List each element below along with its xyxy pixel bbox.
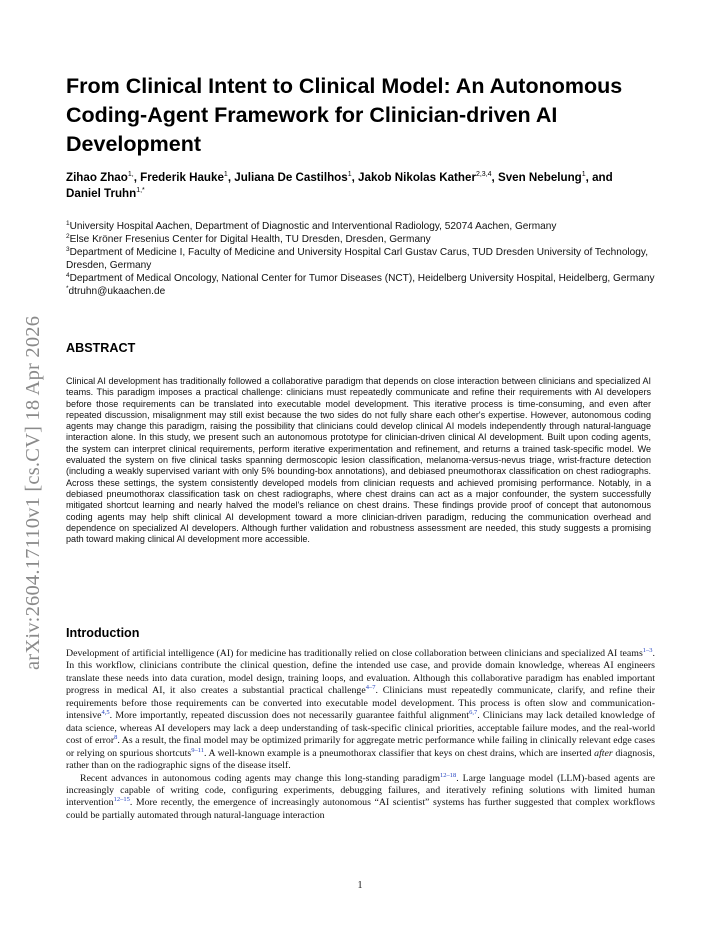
paper-title: From Clinical Intent to Clinical Model: An Autonomous Coding-Agent Framework for Clinician-driven AI Development [66, 74, 623, 156]
author-separator: , [227, 171, 235, 184]
citation-link[interactable]: 4–7 [365, 684, 376, 692]
author-affiliation-marker: 1, [127, 171, 134, 178]
emphasized-text: after [594, 747, 613, 759]
author-separator: , [491, 171, 498, 184]
affiliation-marker: 3 [66, 245, 70, 253]
affiliation-line [66, 247, 662, 273]
affiliation-line [66, 273, 662, 286]
paragraph-text: . As a result, the final model may be optimized primarily for aggregate metric performance while failing in clinically relevant edge cases or relying on spurious shortcuts [66, 735, 656, 759]
author-name: Zihao Zhao [66, 171, 128, 184]
paragraph-text: diagnosis, rather than on the radiographic signs of the disease itself. [66, 747, 655, 772]
paragraph-text: Recent advances in autonomous coding agents may change this long-standing paradigm [80, 772, 441, 784]
citation-link[interactable]: 6,7 [469, 709, 478, 717]
introduction-paragraph [66, 648, 655, 773]
citation-link[interactable]: 4,5 [101, 709, 110, 717]
affiliation-marker: 2 [66, 232, 70, 240]
affiliation-marker: 4 [66, 271, 70, 279]
abstract-text: Clinical AI development has traditionally followed a collaborative paradigm that depends on close interaction between clinicians and specialized AI teams. This paradigm imposes a practical challenge: clinicians must repeatedly communicate and refine their requirements with AI developers before those requirements can be translated into executable model development. This iterative process is time-consuming, and even after repeated discussion, misalignment may still exist because the two sides do not fully share each other's expertise. However, autonomous coding agents may change this paradigm, raising the possibility that clinicians could develop clinical AI models independently through natural-language interaction alone. In this study, we present such an autonomous prototype for clinician-driven clinical AI development. Built upon coding agents, the system can interpret clinical requirements, perform iterative experimentation and refinement, and returns a trained task-specific model. We evaluated the system on five clinical tasks spanning dermoscopic lesion classification, melanoma-versus-nevus triage, wrist-fracture detection (including a weakly supervised variant with only 5% bounding-box annotations), and debiased pneumothorax classification on chest radiographs. Across these settings, the system consistently developed models from clinician requests and achieved promising performance. Notably, in a debiased pneumothorax classification task on chest radiographs, where chest drains can act as a major confounder, the system successfully mitigated shortcut learning and nearly halved the model's reliance on chest drains. These findings provide proof of concept that autonomous coding agents may help shift clinical AI development toward a more clinician-driven paradigm, reducing the communication overhead and dependence on specialized AI developers. Although further validation and robustness assessment are needed, this study suggests a promising path toward making clinical AI development more accessible. [66, 376, 651, 545]
introduction-heading: Introduction [66, 626, 140, 640]
affiliation-line [66, 234, 662, 247]
author-affiliation-marker: 2,3,4 [475, 171, 492, 178]
arxiv-identifier-stamp: arXiv:2604.17110v1 [cs.CV] 18 Apr 2026 [22, 315, 44, 670]
paragraph-text: . A well-known example is a pneumothorax classifier that keys on chest drains, which are inserted [203, 747, 595, 759]
author-name: Sven Nebelung [498, 171, 582, 184]
author-separator: , [133, 171, 141, 184]
citation-link[interactable]: 8 [114, 734, 118, 742]
affiliation-text: dtruhn@ukaachen.de [68, 285, 166, 297]
affiliation-text: University Hospital Aachen, Department of Diagnostic and Interventional Radiology, 52074 Aachen, Germany [69, 221, 557, 232]
affiliation-list [66, 221, 662, 298]
affiliation-line [66, 286, 662, 299]
author-list [66, 170, 646, 201]
paragraph-text: . In this workflow, clinicians contribute the clinical question, define the intended use case, and provide domain knowledge, whereas AI engineers translate these needs into data curation, model design, training loops, and evaluation. Although this collaborative paradigm has enabled important progress in medical AI, it also creates a substantial practical challenge [66, 648, 655, 697]
citation-link[interactable]: 9–11 [191, 746, 204, 754]
author-name: Jakob Nikolas Kather [358, 171, 476, 184]
affiliation-marker: 1 [66, 220, 70, 227]
author-separator: , and [585, 171, 613, 184]
paragraph-text: . Large language model (LLM)-based agents are increasingly capable of writing code, configuring experiments, debugging failures, and iteratively refining solutions with limited human intervention [66, 772, 655, 809]
author-affiliation-marker: 1 [223, 171, 228, 178]
author-affiliation-marker: 1,* [136, 186, 145, 194]
paragraph-text: . More importantly, repeated discussion does not necessarily guarantee faithful alignment [109, 710, 470, 722]
page-number: 1 [357, 880, 363, 891]
affiliation-text: Department of Medical Oncology, National Center for Tumor Diseases (NCT), Heidelberg University Hospital, Heidelberg, Germany [69, 272, 655, 284]
paragraph-text: Development of artificial intelligence (AI) for medicine has traditionally relied on close collaboration between clinicians and specialized AI teams [66, 648, 643, 659]
paragraph-text: . Clinicians may lack detailed knowledge of data science, whereas AI developers may lack a deep understanding of task-specific clinical priorities, acceptable failure modes, and the real-world cost of error [66, 710, 655, 747]
author-name: Juliana De Castilhos [234, 171, 348, 184]
author-affiliation-marker: 1 [581, 171, 586, 178]
citation-link[interactable]: 12–18 [440, 771, 457, 779]
author-separator: , [351, 171, 359, 184]
introduction-paragraph [66, 773, 655, 823]
abstract-heading: ABSTRACT [66, 341, 136, 355]
author-affiliation-marker: 1 [347, 171, 352, 178]
affiliation-line [66, 221, 662, 234]
affiliation-text: Department of Medicine I, Faculty of Medicine and University Hospital Carl Gustav Carus, TUD Dresden University of Technology, Dresden, Germany [66, 246, 649, 271]
paragraph-text: . More recently, the emergence of increasingly autonomous “AI scientist” systems has further suggested that complex workflows could be partially automated through natural-language interaction [66, 797, 655, 821]
affiliation-marker: * [66, 284, 69, 292]
paragraph-text: . Clinicians must repeatedly communicate, clarify, and refine their requirements before those requirements can be converted into executable model development. This process is often slow and communication-intensive [66, 685, 655, 722]
author-name: Daniel Truhn [66, 186, 137, 200]
citation-link[interactable]: 12–15 [113, 796, 130, 804]
affiliation-text: Else Kröner Fresenius Center for Digital Health, TU Dresden, Dresden, Germany [69, 233, 431, 245]
introduction-body [66, 648, 655, 822]
citation-link[interactable]: 1–3 [642, 647, 653, 654]
author-name: Frederik Hauke [140, 171, 224, 184]
